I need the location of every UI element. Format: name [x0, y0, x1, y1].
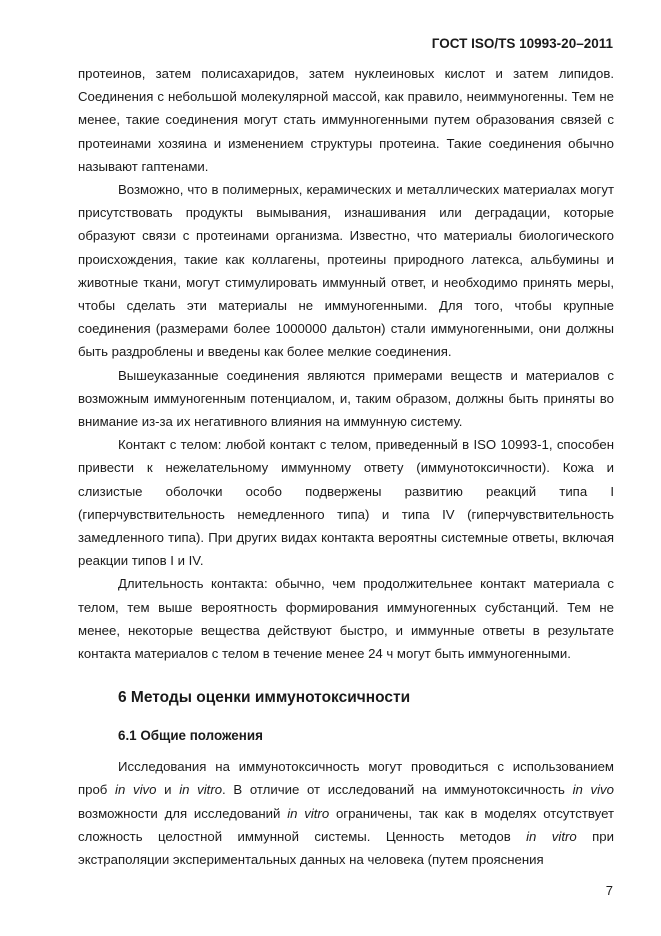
term-in-vitro: in vitro [179, 782, 223, 798]
text-run: при экстраполяции экспериментальных данных на человека (путем прояснения [78, 828, 614, 868]
paragraph-contact-duration: Длительность контакта: обычно, чем продолжительнее контакт материала с телом, тем выше вероятность формирования иммуногенных субстанций. Тем не менее, некоторые вещества действуют быстро, и иммунные ответы в результате контакта материалов с телом в течение менее 24 ч могут быть иммуногенными. [78, 576, 614, 662]
paragraph-compounds: Вышеуказанные соединения являются примерами веществ и материалов с возможным иммуногенным потенциалом, и, таким образом, должны быть приняты во внимание из-за их негативного влияния на иммунную систему. [78, 367, 614, 430]
term-in-vivo: in vivo [572, 782, 614, 798]
term-in-vitro: in vitro [287, 805, 330, 821]
page-body [78, 62, 614, 871]
text-run: возможности для исследований [78, 805, 288, 821]
text-run: . В отличие от исследований на иммунотоксичность [222, 782, 573, 798]
term-in-vivo: in vivo [115, 782, 157, 798]
paragraph-continuation: протеинов, затем полисахаридов, затем нуклеиновых кислот и затем липидов. Соединения с небольшой молекулярной массой, как правило, неиммуногенны. Тем не менее, такие соединения могут стать иммунногенными путем образования связей с протеинами хозяина и изменением структуры протеина. Такие соединения обычно называют гаптенами. [78, 66, 614, 174]
document-code-header: ГОСТ ISO/TS 10993-20–2011 [431, 36, 613, 51]
section-heading: 6 Методы оценки иммунотоксичности [118, 689, 411, 707]
paragraph-materials: Возможно, что в полимерных, керамических и металлических материалах могут присутствовать продукты вымывания, изнашивания или деградации, которые образуют связи с протеинами организма. Известно, что материалы биологического происхождения, такие как коллагены, протеины природного латекса, альбумины и животные ткани, могут стимулировать иммунный ответ, и необходимо принять меры, чтобы сделать эти материалы не иммуногенными. Для того, чтобы крупные соединения (размерами более 1000000 дальтон) стали иммуногенными, они должны быть раздроблены и введены как более мелкие соединения. [78, 182, 614, 360]
text-run: ограничены, так как в моделях отсутствует сложность целостной иммунной системы. Ценность методов [78, 805, 615, 844]
paragraph-general-provisions [78, 755, 614, 871]
subsection-heading: 6.1 Общие положения [118, 728, 263, 744]
paragraph-body-contact: Контакт с телом: любой контакт с телом, приведенный в ISO 10993-1, способен привести к нежелательному иммунному ответу (иммунотоксичности). Кожа и слизистые оболочки особо подвержены развитию реакций типа I (гиперчувствительность немедленного типа) и типа IV (гиперчувствительность замедленного типа). При других видах контакта вероятны системные ответы, включая реакции типов I и IV. [78, 437, 614, 569]
text-run: Исследования на иммунотоксичность могут проводиться с использованием проб [78, 759, 614, 798]
text-run: и [156, 782, 180, 798]
term-in-vitro: in vitro [526, 828, 577, 844]
page-number: 7 [605, 883, 613, 898]
